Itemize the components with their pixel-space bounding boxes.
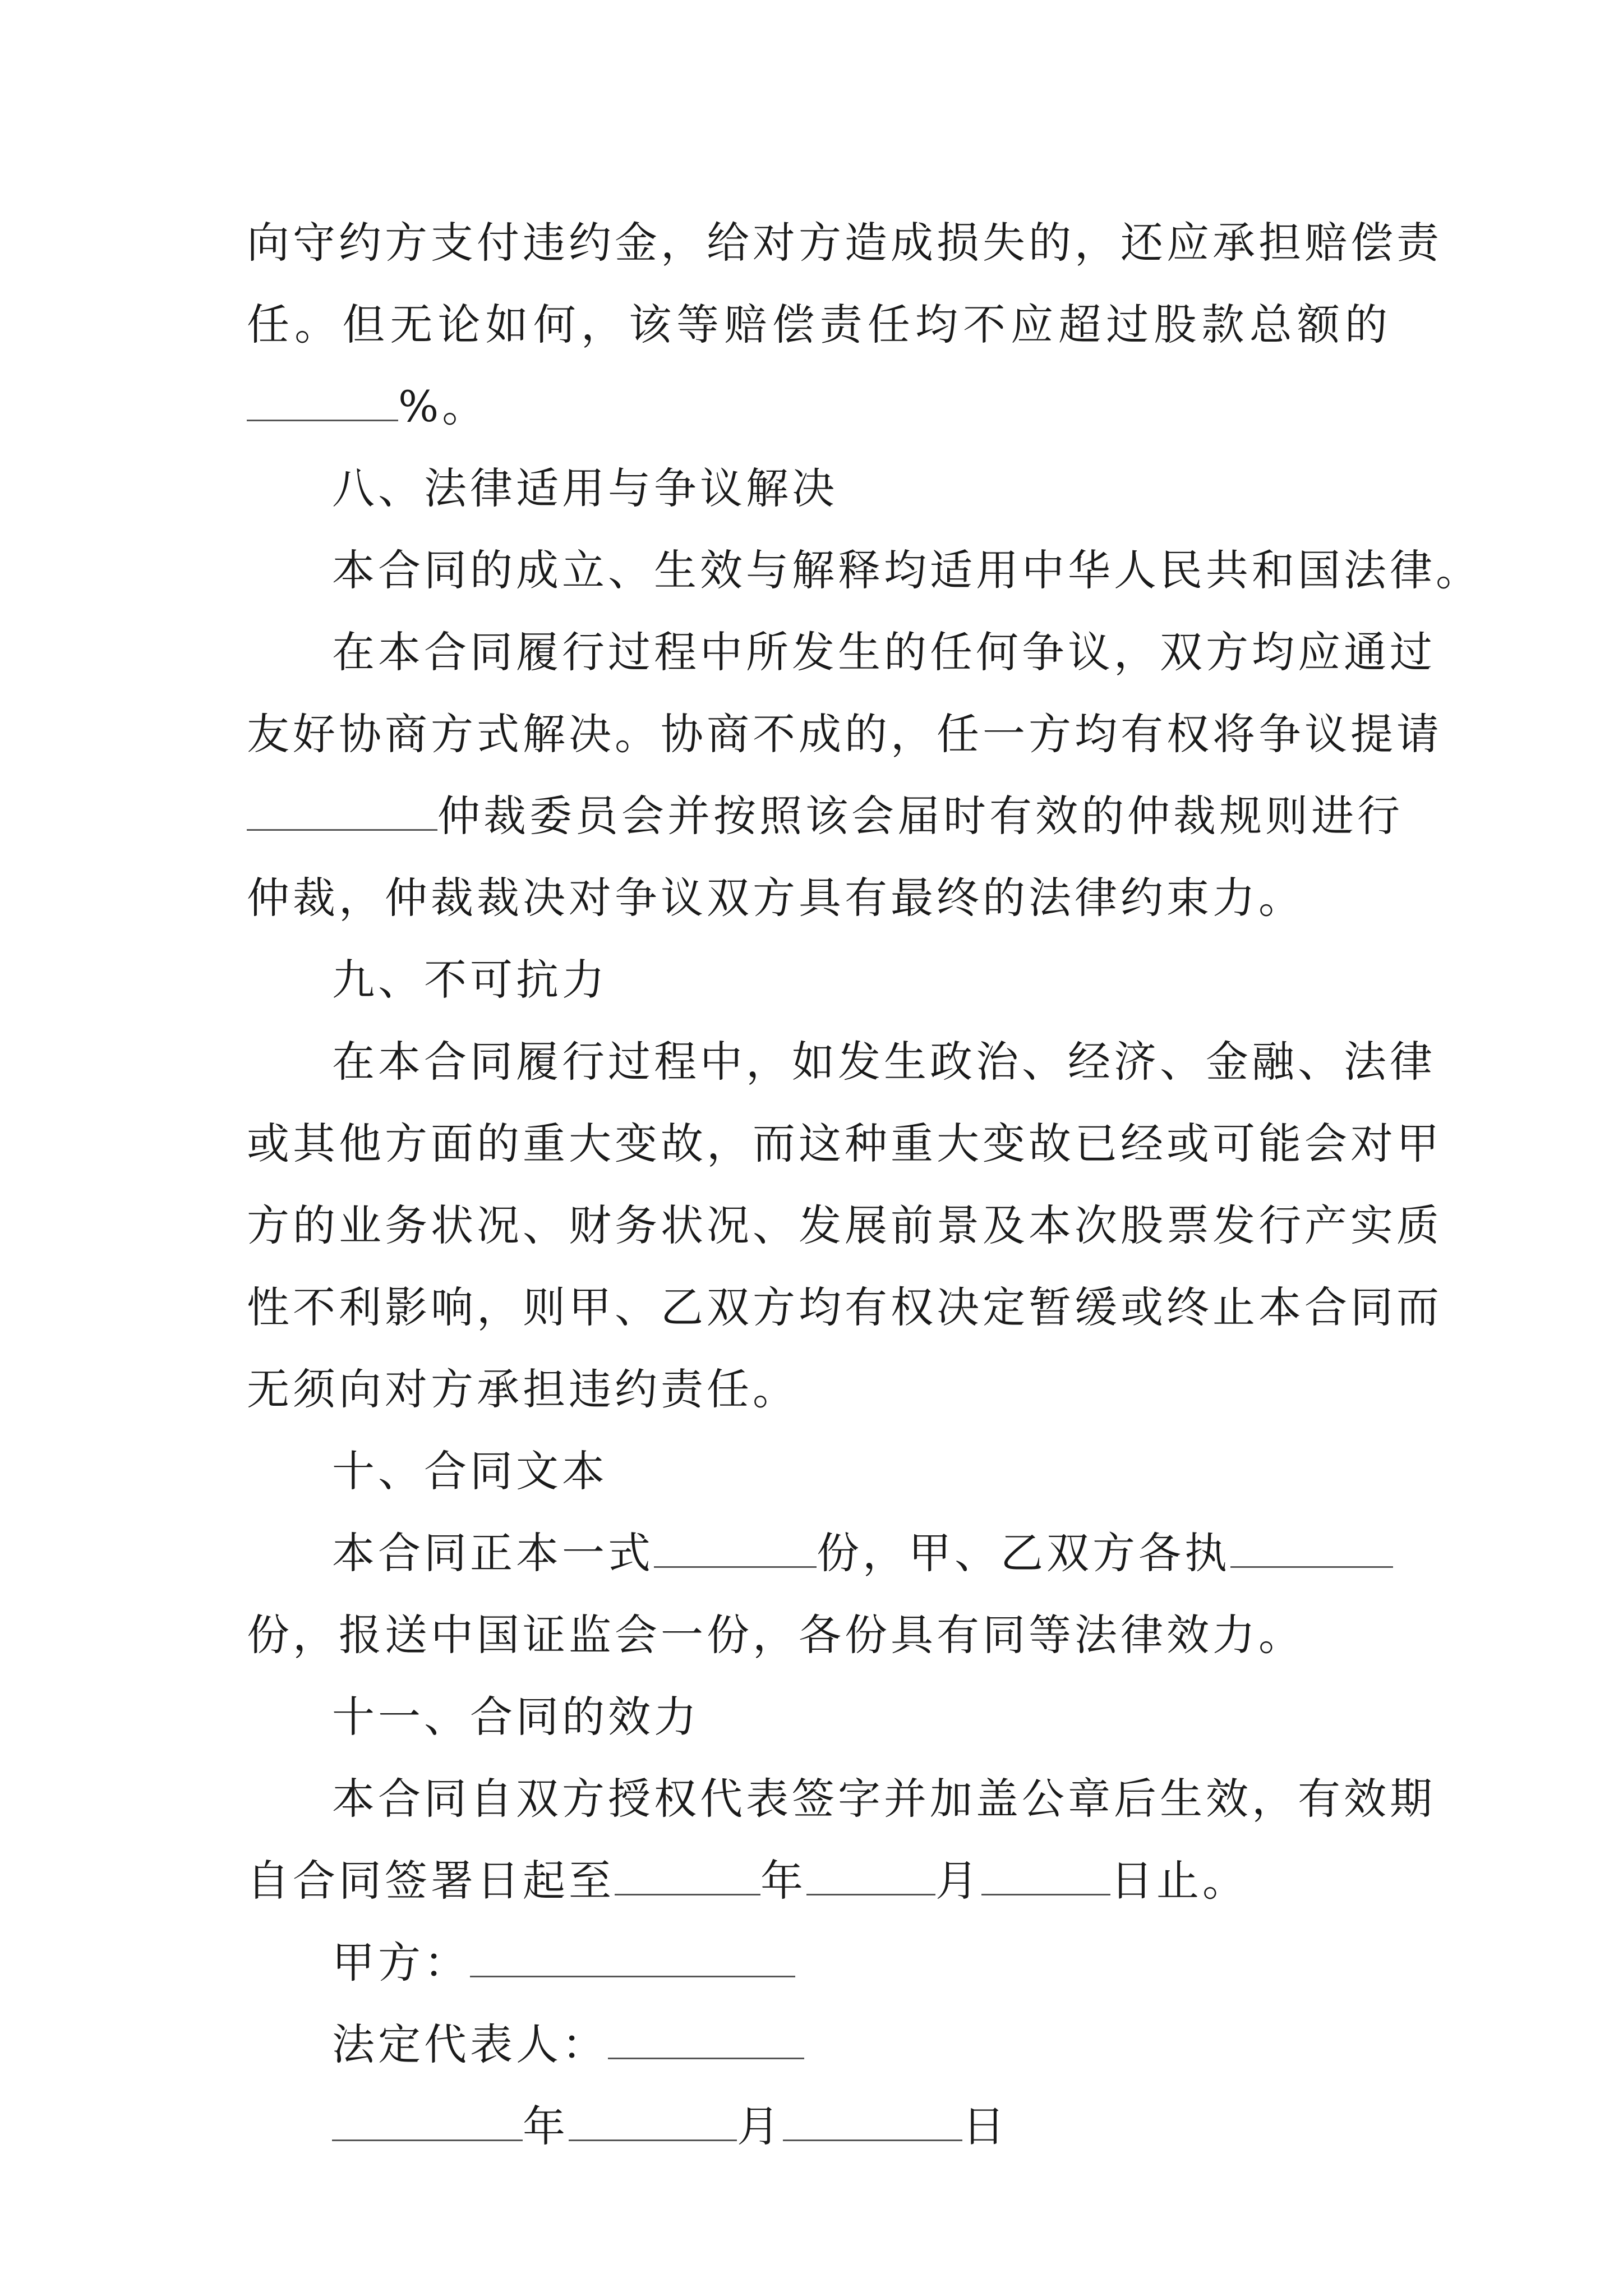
- paragraph-line: 任。但无论如何，该等赔偿责任均不应超过股款总额的: [247, 300, 1391, 349]
- paragraph-line: 份，报送中国证监会一份，各份具有同等法律效力。: [247, 1610, 1304, 1660]
- blank-legal-rep: [608, 2023, 804, 2059]
- section-heading-9: 九、不可抗力: [332, 955, 608, 1005]
- paragraph-line: [247, 366, 1391, 448]
- blank-percentage: [247, 385, 398, 421]
- paragraph-line: 友好协商方式解决。协商不成的，任一方均有权将争议提请: [247, 709, 1442, 759]
- blank-sign-day: [783, 2105, 962, 2141]
- legal-rep-label: 法定代表人：: [332, 2019, 608, 2069]
- paragraph-line: [247, 775, 1403, 857]
- sign-month-label: 月: [737, 2101, 783, 2151]
- blank-expiry-day: [981, 1859, 1110, 1895]
- arbitration-text: 仲裁委员会并按照该会届时有效的仲裁规则进行: [437, 791, 1403, 841]
- signature-party-a: [247, 1922, 1391, 2004]
- year-label: 年: [760, 1856, 806, 1906]
- validity-prefix: 自合同签署日起至: [247, 1856, 615, 1906]
- paragraph-line: 在本合同履行过程中，如发生政治、经济、金融、法律: [332, 1037, 1436, 1087]
- paragraph-line: [247, 1512, 1391, 1594]
- paragraph-line: 无须向对方承担违约责任。: [247, 1364, 799, 1414]
- month-label: 月: [935, 1856, 981, 1906]
- blank-expiry-year: [615, 1859, 760, 1895]
- blank-sign-month: [569, 2105, 737, 2141]
- paragraph-line: 本合同自双方授权代表签字并加盖公章后生效，有效期: [332, 1774, 1436, 1824]
- paragraph-line: [247, 1840, 1391, 1922]
- blank-party-a: [470, 1941, 795, 1977]
- copies-mid: 份，甲、乙双方各执: [817, 1528, 1230, 1578]
- paragraph-line: 仲裁，仲裁裁决对争议双方具有最终的法律约束力。: [247, 873, 1304, 923]
- paragraph-line: 或其他方面的重大变故，而这种重大变故已经或可能会对甲: [247, 1119, 1442, 1168]
- paragraph-line: 性不利影响，则甲、乙双方均有权决定暂缓或终止本合同而: [247, 1282, 1442, 1332]
- percent-suffix: %。: [398, 381, 488, 431]
- paragraph-line: 在本合同履行过程中所发生的任何争议，双方均应通过: [332, 627, 1436, 677]
- blank-each-copies: [1230, 1531, 1393, 1568]
- signature-legal-rep: [247, 2004, 1391, 2086]
- paragraph-line: 向守约方支付违约金，给对方造成损失的，还应承担赔偿责: [247, 218, 1442, 268]
- signature-date: [247, 2086, 1391, 2168]
- paragraph-line: 方的业务状况、财务状况、发展前景及本次股票发行产实质: [247, 1200, 1442, 1250]
- section-heading-8: 八、法律适用与争议解决: [332, 463, 838, 513]
- blank-arbitration-commission: [247, 794, 437, 831]
- contract-body: [247, 202, 1482, 2168]
- party-a-label: 甲方：: [332, 1938, 470, 1987]
- copies-prefix: 本合同正本一式: [332, 1528, 654, 1578]
- sign-year-label: 年: [523, 2101, 569, 2151]
- blank-expiry-month: [806, 1859, 935, 1895]
- day-label: 日止。: [1110, 1856, 1248, 1906]
- section-heading-11: 十一、合同的效力: [332, 1692, 700, 1742]
- blank-sign-year: [332, 2105, 523, 2141]
- blank-total-copies: [654, 1531, 817, 1568]
- section-heading-10: 十、合同文本: [332, 1446, 608, 1496]
- sign-day-label: 日: [962, 2101, 1008, 2151]
- paragraph-line: 本合同的成立、生效与解释均适用中华人民共和国法律。: [332, 545, 1482, 595]
